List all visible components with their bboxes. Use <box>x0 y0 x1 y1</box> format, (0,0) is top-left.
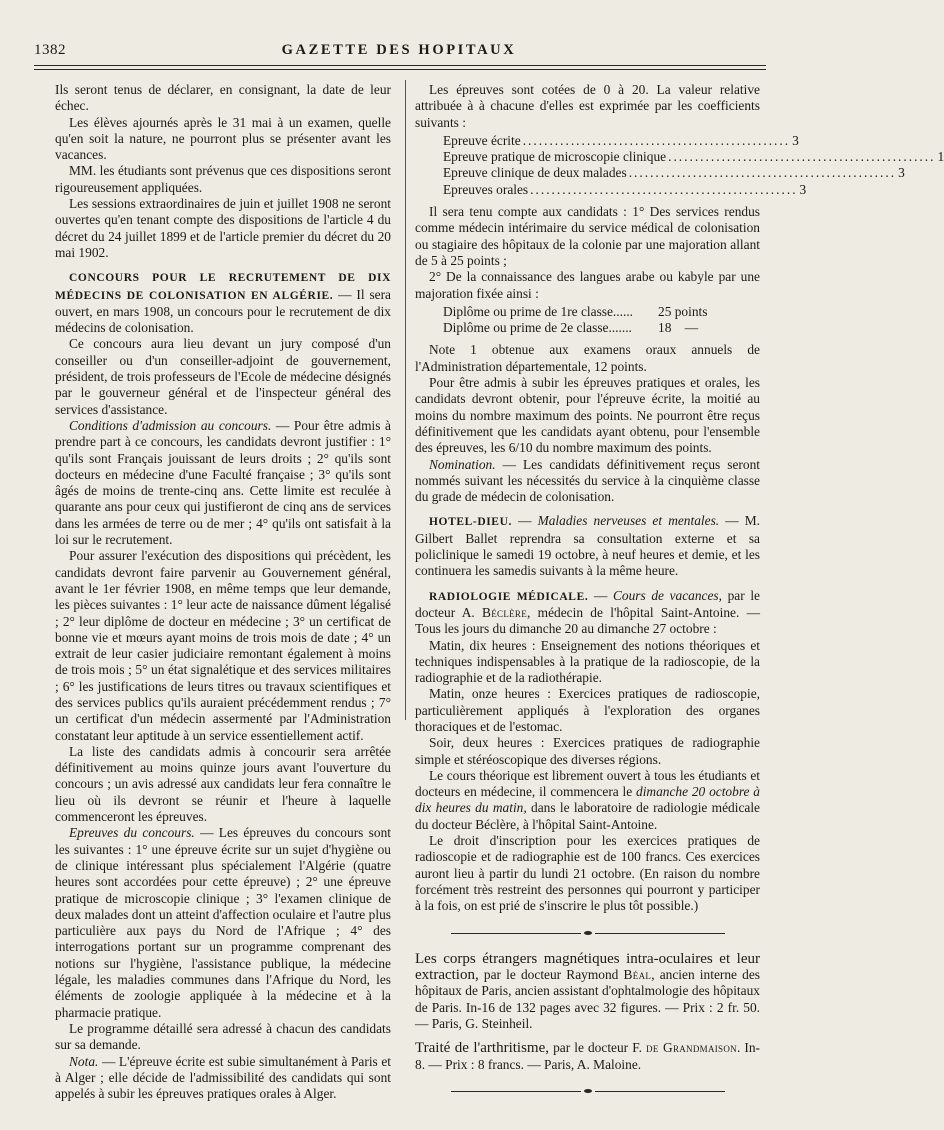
paragraph-text: par le docteur F. <box>549 1040 647 1056</box>
page-header <box>34 42 764 66</box>
list-item <box>443 132 799 149</box>
subheading: Nota. <box>69 1053 99 1069</box>
paragraph: Les élèves ajournés après le 31 mai à un examen, quelle qu'en soit la nature, ne pourront plus se présenter avant les vacances. <box>55 114 391 163</box>
list-item <box>443 149 944 165</box>
leader-dots: .................................................. <box>530 181 798 197</box>
right-column <box>415 82 944 1109</box>
separator-ornament <box>415 1083 760 1099</box>
coefficient-value: 3 <box>799 181 807 197</box>
paragraph: Les épreuves sont cotées de 0 à 20. La valeur relative attribuée à à chacune d'elles est exprimée par les coefficients suivants : <box>415 82 760 130</box>
paragraph: Il sera tenu compte aux candidats : 1° Des services rendus comme médecin intérimaire du service médical de colonisation ou stagiaire des hôpitaux de la colonie par une majoration allant de 5 à 25 points ; <box>415 204 760 268</box>
subheading: Cours de vacances, <box>612 587 722 603</box>
nomination-paragraph <box>415 457 760 506</box>
leader-dots: .................................................. <box>628 165 897 181</box>
nota-paragraph <box>55 1054 391 1103</box>
separator-ornament <box>415 925 760 941</box>
paragraph: Soir, deux heures : Exercices pratiques de radiographie simple et stéréoscopique des diverses régions. <box>415 735 760 767</box>
paragraph: Matin, onze heures : Exercices pratiques de radioscopie, particulièrement appliqués à l'exploration des organes thoraciques et de l'estomac. <box>415 686 760 734</box>
journal-title: GAZETTE DES HOPITAUX <box>281 42 517 58</box>
paragraph: Pour être admis à subir les épreuves pratiques et orales, les candidats devront obtenir, pour l'épreuve écrite, la moitié au moins du nombre maximum des points. Ne pourront être reçus définitivement que les candidats ayant obtenu, pour l'ensemble des épreuves, les 6/10 du nombre maximum des points. <box>415 375 760 456</box>
paragraph: Le programme détaillé sera adressé à chacun des candidats sur sa demande. <box>55 1020 391 1053</box>
epreuves-paragraph <box>55 825 391 1021</box>
column-divider <box>405 80 406 720</box>
paragraph-text: par le docteur A. <box>415 587 760 620</box>
book-title: Les corps étrangers magnétiques intra-oculaires et leur extraction, <box>415 950 760 984</box>
leader-dots: .................................................. <box>522 132 791 148</box>
coefficient-value: 3 <box>792 132 799 148</box>
paragraph: Note 1 obtenue aux examens oraux annuels de l'Administration départementale, 12 points. <box>415 342 760 374</box>
leader-dots: .................................................. <box>668 149 936 165</box>
diplomas-list <box>443 304 760 337</box>
concours-section <box>55 269 391 336</box>
paragraph: Pour assurer l'exécution des dispositions qui précèdent, les candidats devront faire parvenir au Gouvernement général, avant le 1er février 1908, en même temps que leur demande, les pièces suivantes : 1° leur acte de naissance dûment légalisé ; 2° leur diplôme de docteur en médecine ; 3° un certificat de bonne vie et mœurs ayant moins de trois mois de date ; 4° un extrait de leur casier judiciaire remontant également à moins de trois mois ; 5° un état signalétique et des services militaires ; 6° les justifications de leurs titres ou travaux scientifiques et des services publics qu'ils auraient précédemment rendus ; 7° un certificat d'un médecin assermenté par l'Administration constatant leur aptitude à un service essentiellement actif. <box>55 548 391 743</box>
paragraph-text: — Les candidats définitivement reçus seront nommés suivant les nécessités du service à la cinquième classe du grade de médecin de colonisation. <box>415 456 760 505</box>
left-column <box>55 82 391 1102</box>
paragraph-text: , ancien interne des hôpitaux de Paris, ancien assistant d'ophtalmologie des hôpitaux de Paris. In-16 de 132 pages avec 32 figures. — Prix : 2 fr. 50. — Paris, G. Steinheil. <box>415 967 760 1032</box>
paragraph: Les sessions extraordinaires de juin et juillet 1908 ne seront ouvertes qu'en tenant compte des dispositions de l'article 4 du décret du 24 juillet 1899 et de l'article premier du décret du 20 mai 1902. <box>55 196 391 260</box>
paragraph-text: dans le laboratoire de radiologie médicale du docteur Béclère, à l'hôpital Saint-Antoine. <box>415 800 760 832</box>
paragraph-text: — Pour être admis à prendre part à ce concours, les candidats devront justifier : 1° qu'ils sont Français jouissant de leurs droits ; 2° qu'ils sont docteurs en médecine d'une Faculté française ; 3° qu'ils sont âgés de moins de trente-cinq ans. Cette limite est reculée à quarante ans pour ceux qui justifieront de cinq ans de services dans les armées de terre ou de mer ; 4° qu'ils ont satisfait à la loi sur le recrutement. <box>55 417 391 548</box>
section-intro: — Il sera ouvert, en mars 1908, un concours pour le recrutement de dix médecins de colonisation. <box>55 286 392 336</box>
coefficients-list <box>443 132 944 198</box>
subheading: Conditions d'admission au concours. <box>69 417 272 433</box>
paragraph: Le droit d'inscription pour les exercices pratiques de radioscopie et de radiographie est de 100 francs. Ces exercices auront lieu à partir du lundi 21 octobre. (En raison du nombre forcément très restreint des personnes qui pourront y participer à la fois, on est prié de s'inscrire le plus tôt possible.) <box>415 833 760 914</box>
page-number: 1382 <box>34 42 66 58</box>
list-item <box>443 181 807 198</box>
header-rule-thin <box>34 69 766 70</box>
paragraph: MM. les étudiants sont prévenus que ces dispositions seront rigoureusement appliquées. <box>55 163 391 195</box>
section-heading: RADIOLOGIE MÉDICALE. <box>429 590 589 603</box>
coefficient-value: 1 <box>937 149 944 165</box>
coefficient-label: Epreuve pratique de microscopie clinique <box>443 149 667 165</box>
paragraph: Matin, dix heures : Enseignement des notions théoriques et techniques indispensables à la pratique de la radioscopie, de la radiographie et de la radiothérapie. <box>415 637 760 686</box>
book-title: Traité de l'arthritisme, <box>415 1040 549 1057</box>
book-notice <box>415 951 760 1032</box>
coefficient-label: Epreuves orales <box>443 181 529 197</box>
subheading: Nomination. <box>429 456 496 472</box>
diploma-value: 18 — <box>658 320 699 336</box>
diploma-label: Diplôme ou prime de 2e classe....... <box>443 320 632 336</box>
paragraph: La liste des candidats admis à concourir sera arrêtée définitivement au moins quinze jours avant l'ouverture du concours ; un avis adressé aux candidats leur fera connaître le lieu où ils devront se réunir et l'heure à laquelle commenceront les épreuves. <box>55 743 391 825</box>
list-item <box>443 304 760 320</box>
section-heading: CONCOURS POUR LE RECRUTEMENT DE DIX MÉDECINS DE COLONISATION EN ALGÉRIE. <box>55 272 391 302</box>
book-notice <box>415 1040 760 1073</box>
conditions-paragraph <box>55 418 391 548</box>
diploma-value: 25 points <box>658 303 708 319</box>
author-name: de Grandmaison <box>646 1040 737 1056</box>
list-item <box>443 165 905 181</box>
paragraph-text: , médecin de l'hôpital Saint-Antoine. — Tous les jours du dimanche 20 au dimanche 27 octobre : <box>415 604 760 637</box>
coefficient-label: Epreuve écrite <box>443 132 521 148</box>
cours-paragraph <box>415 768 760 833</box>
paragraph-text: . In-8. — Prix : 8 francs. — Paris, A. Maloine. <box>415 1040 761 1072</box>
paragraph: Ce concours aura lieu devant un jury composé d'un conseiller ou d'un conseiller-adjoint de gouvernement, président, de trois professeurs de l'Ecole de médecine désignés par le gouverneur général et de l'inspecteur général des services d'assistance. <box>55 336 391 417</box>
paragraph: 2° De la connaissance des langues arabe ou kabyle par une majoration fixée ainsi : <box>415 269 760 301</box>
header-rule <box>34 65 766 66</box>
subheading: Epreuves du concours. <box>69 825 195 841</box>
paragraph-text: Le cours théorique est librement ouvert à tous les étudiants et docteurs en médecine, il commencera le <box>415 767 760 800</box>
paragraph: Ils seront tenus de déclarer, en consignant, la date de leur échec. <box>55 82 391 114</box>
coefficient-label: Epreuve clinique de deux malades <box>443 165 627 181</box>
diploma-label: Diplôme ou prime de 1re classe...... <box>443 303 634 319</box>
section-heading: HOTEL-DIEU. <box>429 516 512 529</box>
author-name: Béal <box>623 967 652 983</box>
date-emphasis: dimanche 20 octobre à dix heures du matin, <box>415 784 760 816</box>
paragraph-text: — L'épreuve écrite est subie simultanément à Paris et à Alger ; elle décide de l'admissibilité des candidats qui sont appelés à subir les épreuves pratiques orales à Alger. <box>55 1053 391 1102</box>
author-name: Béclère <box>482 604 528 620</box>
list-item <box>443 320 760 336</box>
paragraph-text: — Les épreuves du concours sont les suivantes : 1° une épreuve écrite sur un sujet d'hygiène ou de clinique intéressant plus spécialement l'Algérie (quatre heures sont accordées pour cette épreuve) ; 2° une épreuve pratique de microscopie clinique ; 3° l'examen clinique de deux malades dont un atteint d'affection oculaire et l'autre plus particulière aux pays du Nord de l'Afrique ; 4° des interrogations portant sur un programme comprenant des notions sur l'hygiène, l'assistance publique, la médecine légale, les maladies communes dans l'Afrique du Nord, les éléments de zoologie appliquée à la médecine et à la pharmacie pratique. <box>55 825 391 1020</box>
coefficient-value: 3 <box>898 165 905 181</box>
paragraph-text: — M. Gilbert Ballet reprendra sa consultation externe et sa policlinique le samedi 19 octobre, à neuf heures et demie, et les continuera les samedis suivants à la même heure. <box>415 513 760 579</box>
hotel-dieu-section: HOTEL-DIEU. — Maladies nerveuses et mentales. — M. Gilbert Ballet reprendra sa consultation externe et sa policlinique le samedi 19 octobre, à neuf heures et demie, et les continuera les samedis suivants à la même heure. <box>415 513 760 579</box>
radiologie-section: RADIOLOGIE MÉDICALE. — Cours de vacances, par le docteur A. Béclère, médecin de l'hôpital Saint-Antoine. — Tous les jours du dimanche 20 au dimanche 27 octobre : <box>415 587 760 637</box>
paragraph-text: par le docteur Raymond <box>478 967 624 983</box>
subheading: Maladies nerveuses et mentales. <box>537 513 720 529</box>
